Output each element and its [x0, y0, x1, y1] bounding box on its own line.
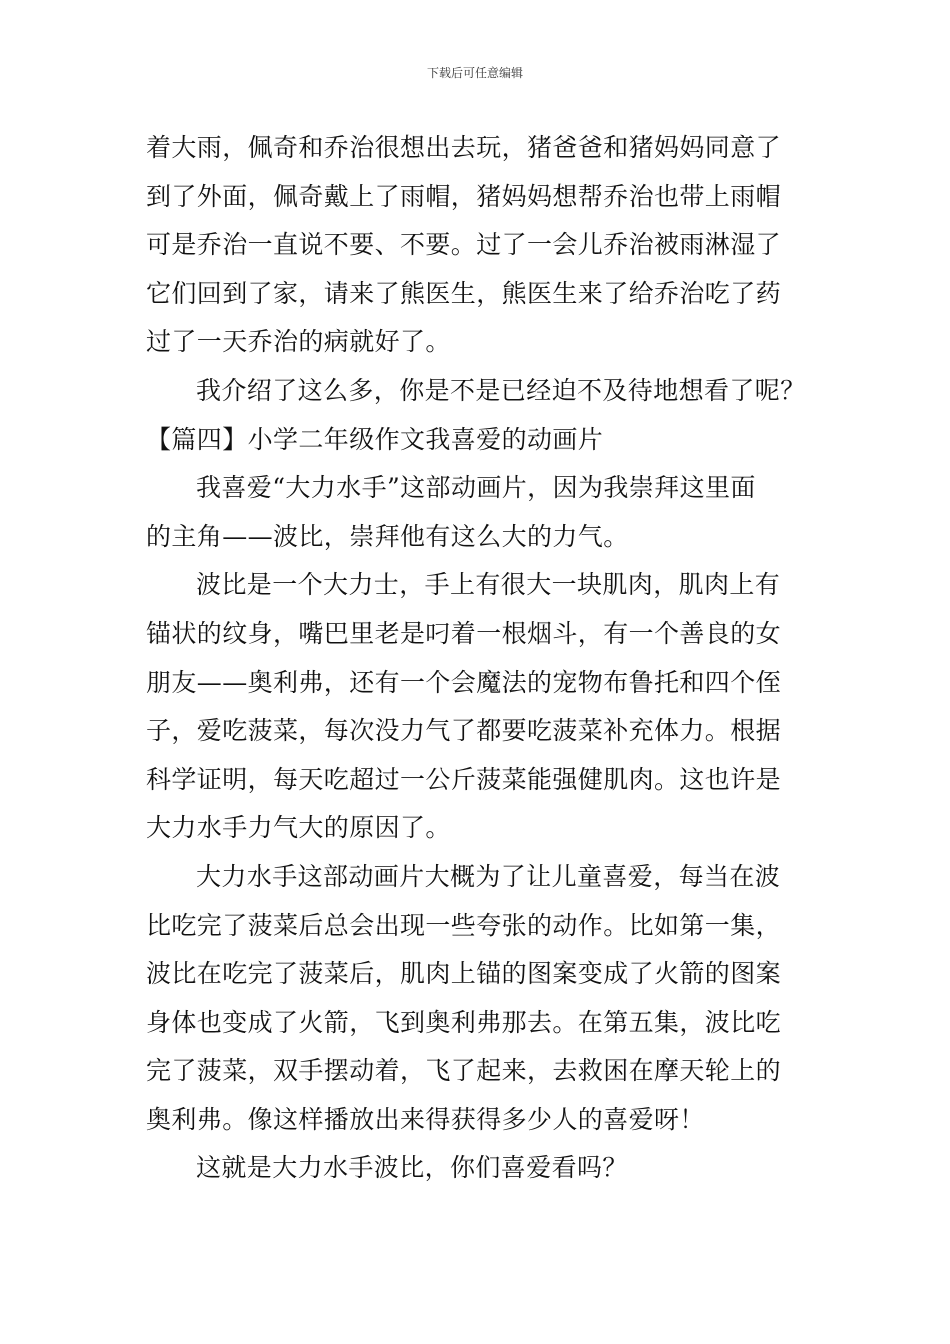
text-line: 我介绍了这么多，你是不是已经迫不及待地想看了呢？ [196, 375, 806, 405]
text-line: 到了外面，佩奇戴上了雨帽，猪妈妈想帮乔治也带上雨帽 [146, 181, 782, 211]
document-body [146, 124, 816, 1193]
text-line: 科学证明，每天吃超过一公斤菠菜能强健肌肉。这也许是 [146, 764, 782, 794]
text-line: 锚状的纹身，嘴巴里老是叼着一根烟斗，有一个善良的女 [146, 618, 782, 648]
text-line: 它们回到了家，请来了熊医生，熊医生来了给乔治吃了药 [146, 278, 782, 308]
text-line: 大力水手力气大的原因了。 [146, 813, 451, 843]
text-line: 波比是一个大力士，手上有很大一块肌肉，肌肉上有 [196, 570, 781, 600]
text-line: 比吃完了菠菜后总会出现一些夸张的动作。比如第一集， [146, 910, 782, 940]
page-header: 下载后可任意编辑 [426, 66, 523, 80]
text-line: 朋友——奥利弗，还有一个会魔法的宠物布鲁托和四个侄 [146, 667, 782, 697]
text-line: 的主角——波比，崇拜他有这么大的力气。 [146, 521, 629, 551]
text-line: 这就是大力水手波比，你们喜爱看吗？ [196, 1153, 628, 1183]
text-line: 身体也变成了火箭，飞到奥利弗那去。在第五集，波比吃 [146, 1007, 782, 1037]
text-line: 我喜爱“大力水手”这部动画片，因为我崇拜这里面 [196, 473, 756, 503]
section-heading: 【篇四】小学二年级作文我喜爱的动画片 [146, 424, 604, 454]
text-line: 完了菠菜，双手摆动着，飞了起来，去救困在摩天轮上的 [146, 1056, 782, 1086]
text-line: 大力水手这部动画片大概为了让儿童喜爱，每当在波 [196, 861, 781, 891]
text-line: 过了一天乔治的病就好了。 [146, 327, 451, 357]
text-line: 着大雨，佩奇和乔治很想出去玩，猪爸爸和猪妈妈同意了 [146, 133, 782, 162]
text-line: 波比在吃完了菠菜后，肌肉上锚的图案变成了火箭的图案 [146, 959, 782, 989]
text-line: 可是乔治一直说不要、不要。过了一会儿乔治被雨淋湿了 [146, 230, 782, 260]
text-line: 子，爱吃菠菜，每次没力气了都要吃菠菜补充体力。根据 [146, 716, 782, 746]
text-line: 奥利弗。像这样播放出来得获得多少人的喜爱呀！ [146, 1104, 705, 1134]
